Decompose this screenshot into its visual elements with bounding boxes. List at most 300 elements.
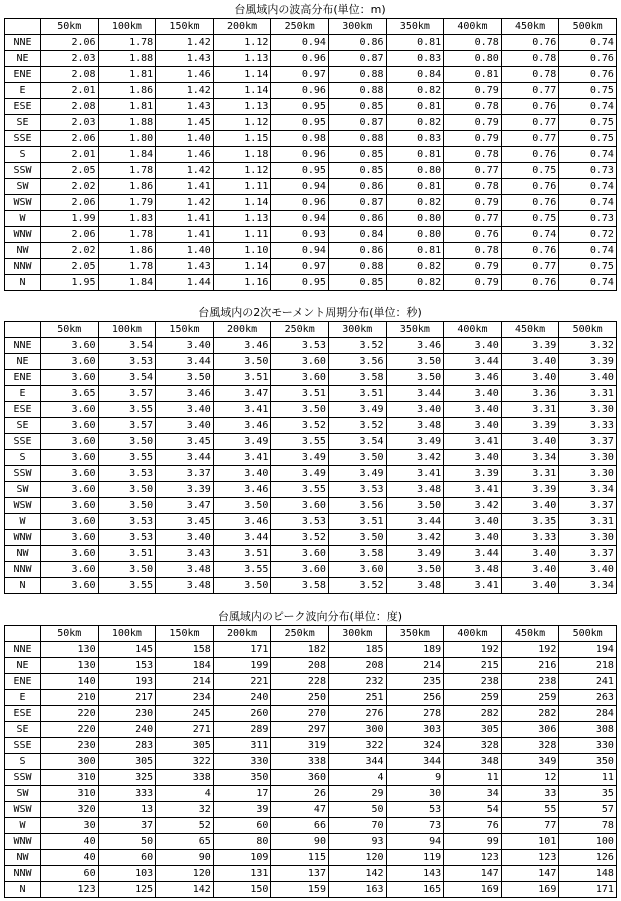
table-cell: 192 [444,642,502,658]
table-cell: 289 [213,722,271,738]
column-header: 150km [156,19,214,35]
table-cell: 3.60 [271,498,329,514]
table-cell: 308 [559,722,617,738]
table-cell: 344 [386,754,444,770]
table-cell: 3.39 [444,466,502,482]
table-cell: 4 [328,770,386,786]
table-cell: 0.74 [559,195,617,211]
direction-label: SSE [5,131,41,147]
table-cell: 2.06 [41,35,99,51]
table-cell: 3.40 [156,338,214,354]
table-cell: 0.87 [328,51,386,67]
table-cell: 3.40 [156,418,214,434]
table-cell: 182 [271,642,329,658]
table-row [5,722,617,738]
table-cell: 142 [328,866,386,882]
table-cell: 3.53 [98,514,156,530]
table-cell: 3.41 [386,466,444,482]
table-cell: 3.50 [386,562,444,578]
table-cell: 3.42 [386,450,444,466]
table-cell: 0.78 [444,35,502,51]
table-cell: 3.40 [444,530,502,546]
direction-label: W [5,818,41,834]
table-cell: 1.81 [98,99,156,115]
table-cell: 0.76 [501,179,559,195]
table-cell: 260 [213,706,271,722]
table-cell: 1.46 [156,67,214,83]
table-row [5,450,617,466]
table-cell: 40 [41,850,99,866]
table-cell: 0.93 [271,227,329,243]
table-row [5,370,617,386]
table-cell: 218 [559,658,617,674]
table-cell: 3.55 [98,450,156,466]
table-cell: 3.53 [328,482,386,498]
table-cell: 125 [98,882,156,898]
table-cell: 3.46 [386,338,444,354]
table-cell: 0.88 [328,131,386,147]
table-cell: 11 [444,770,502,786]
table-cell: 3.39 [501,482,559,498]
table-cell: 0.72 [559,227,617,243]
table-cell: 208 [328,658,386,674]
column-header: 400km [444,322,502,338]
table-cell: 3.44 [386,386,444,402]
table-cell: 2.01 [41,147,99,163]
table-cell: 169 [444,882,502,898]
corner-cell [5,322,41,338]
table-cell: 3.60 [41,546,99,562]
table-cell: 3.60 [41,514,99,530]
table-cell: 0.81 [386,99,444,115]
table-cell: 163 [328,882,386,898]
table-cell: 344 [328,754,386,770]
column-header: 350km [386,322,444,338]
table-cell: 3.50 [386,498,444,514]
table-cell: 0.76 [559,67,617,83]
table-cell: 126 [559,850,617,866]
column-header: 200km [213,19,271,35]
table-cell: 3.51 [213,546,271,562]
table-cell: 3.39 [156,482,214,498]
table-cell: 3.48 [386,482,444,498]
table-cell: 1.88 [98,51,156,67]
table-row [5,514,617,530]
table-row [5,243,617,259]
table-cell: 3.48 [444,562,502,578]
table-cell: 0.94 [271,211,329,227]
table-cell: 3.50 [98,434,156,450]
table-row [5,546,617,562]
table-cell: 0.79 [444,275,502,291]
table-cell: 3.41 [213,450,271,466]
table-cell: 3.40 [501,370,559,386]
table-cell: 3.60 [41,354,99,370]
table-cell: 159 [271,882,329,898]
wave-direction-table [4,625,617,898]
table-cell: 0.81 [386,147,444,163]
table-cell: 123 [501,850,559,866]
table-cell: 360 [271,770,329,786]
table-cell: 0.79 [444,259,502,275]
table-cell: 3.56 [328,354,386,370]
table-cell: 78 [559,818,617,834]
table-cell: 3.55 [271,434,329,450]
column-header: 50km [41,322,99,338]
column-header: 500km [559,626,617,642]
table-cell: 240 [98,722,156,738]
table-cell: 60 [98,850,156,866]
table-cell: 0.76 [501,195,559,211]
table-cell: 0.85 [328,147,386,163]
table-cell: 12 [501,770,559,786]
table-cell: 3.40 [213,466,271,482]
table-cell: 1.13 [213,51,271,67]
table-cell: 3.47 [213,386,271,402]
table-cell: 3.31 [501,466,559,482]
table-cell: 0.77 [444,163,502,179]
table-cell: 3.31 [501,402,559,418]
table-cell: 282 [444,706,502,722]
table-cell: 0.86 [328,243,386,259]
table-cell: 0.79 [444,115,502,131]
table-cell: 0.74 [501,227,559,243]
table-cell: 1.41 [156,211,214,227]
table-cell: 310 [41,770,99,786]
table-cell: 66 [271,818,329,834]
table-cell: 3.51 [271,386,329,402]
table-cell: 338 [156,770,214,786]
table-cell: 3.42 [386,530,444,546]
table-cell: 338 [271,754,329,770]
table-cell: 3.50 [328,530,386,546]
table-cell: 3.51 [98,546,156,562]
table-cell: 3.53 [271,514,329,530]
table-cell: 3.39 [559,354,617,370]
table-cell: 210 [41,690,99,706]
table-cell: 3.44 [386,514,444,530]
table-cell: 3.45 [156,434,214,450]
table-cell: 3.51 [328,386,386,402]
direction-label: WNW [5,530,41,546]
table-cell: 3.57 [98,386,156,402]
table-cell: 0.96 [271,195,329,211]
table-cell: 3.50 [213,578,271,594]
header-row [5,19,617,35]
direction-label: S [5,754,41,770]
table-cell: 3.39 [501,418,559,434]
table-cell: 0.83 [386,51,444,67]
table-cell: 103 [98,866,156,882]
table-cell: 1.12 [213,115,271,131]
table-cell: 0.96 [271,83,329,99]
table-cell: 3.42 [444,498,502,514]
table-cell: 0.77 [444,211,502,227]
table-cell: 55 [501,802,559,818]
direction-label: ENE [5,370,41,386]
column-header: 350km [386,19,444,35]
direction-label: SW [5,786,41,802]
table-cell: 3.40 [501,498,559,514]
table-cell: 3.65 [41,386,99,402]
table-row [5,690,617,706]
table-cell: 3.44 [156,450,214,466]
table-cell: 80 [213,834,271,850]
table-cell: 3.53 [271,338,329,354]
direction-label: NNW [5,259,41,275]
table-cell: 0.76 [559,51,617,67]
direction-label: NE [5,51,41,67]
table-cell: 0.79 [444,131,502,147]
table-cell: 0.76 [501,99,559,115]
table-cell: 3.53 [98,530,156,546]
table-cell: 3.43 [156,546,214,562]
table-cell: 3.54 [98,370,156,386]
table-cell: 348 [444,754,502,770]
table-cell: 2.05 [41,259,99,275]
table-cell: 284 [559,706,617,722]
table-cell: 1.14 [213,259,271,275]
table-cell: 256 [386,690,444,706]
table-cell: 324 [386,738,444,754]
table-cell: 0.78 [444,243,502,259]
table-cell: 3.41 [444,578,502,594]
table-cell: 3.31 [559,386,617,402]
table-cell: 0.94 [271,35,329,51]
table-cell: 33 [501,786,559,802]
table-cell: 3.60 [41,402,99,418]
table-row [5,754,617,770]
table-cell: 322 [156,754,214,770]
table-cell: 0.82 [386,83,444,99]
table-row [5,850,617,866]
table-cell: 101 [501,834,559,850]
table-cell: 47 [271,802,329,818]
table-cell: 3.60 [271,370,329,386]
table-cell: 3.49 [213,434,271,450]
direction-label: NNE [5,35,41,51]
table-cell: 3.60 [271,354,329,370]
table-row [5,642,617,658]
table-cell: 100 [559,834,617,850]
table-cell: 0.82 [386,259,444,275]
wave-period-title: 台風域内の2次モーメント周期分布(単位：秒) [198,306,422,319]
wave-direction-title: 台風域内のピーク波向分布(単位：度) [217,610,403,623]
table-cell: 3.52 [328,338,386,354]
table-row [5,99,617,115]
table-cell: 50 [328,802,386,818]
table-cell: 3.54 [328,434,386,450]
table-cell: 3.48 [156,562,214,578]
table-cell: 54 [444,802,502,818]
table-cell: 3.58 [271,578,329,594]
table-cell: 145 [98,642,156,658]
table-cell: 0.86 [328,179,386,195]
table-cell: 0.78 [444,179,502,195]
table-row [5,259,617,275]
table-cell: 241 [559,674,617,690]
table-cell: 3.52 [271,418,329,434]
table-cell: 1.83 [98,211,156,227]
table-cell: 3.47 [156,498,214,514]
table-row [5,562,617,578]
table-cell: 120 [328,850,386,866]
table-row [5,882,617,898]
direction-label: WSW [5,498,41,514]
table-cell: 3.52 [328,578,386,594]
table-cell: 0.75 [501,163,559,179]
table-cell: 0.74 [559,179,617,195]
table-cell: 3.44 [444,546,502,562]
wave-height-table [4,18,617,291]
table-cell: 3.34 [501,450,559,466]
table-cell: 0.76 [501,275,559,291]
direction-label: ENE [5,674,41,690]
table-cell: 1.78 [98,163,156,179]
direction-label: NW [5,243,41,259]
table-cell: 297 [271,722,329,738]
table-cell: 0.96 [271,51,329,67]
direction-label: W [5,514,41,530]
table-cell: 215 [444,658,502,674]
table-cell: 53 [386,802,444,818]
table-cell: 0.74 [559,275,617,291]
table-cell: 3.57 [98,418,156,434]
table-cell: 1.95 [41,275,99,291]
table-cell: 1.99 [41,211,99,227]
table-cell: 0.74 [559,35,617,51]
direction-label: SE [5,722,41,738]
table-cell: 130 [41,658,99,674]
table-cell: 1.18 [213,147,271,163]
table-cell: 3.56 [328,498,386,514]
table-cell: 189 [386,642,444,658]
table-cell: 11 [559,770,617,786]
header-row [5,626,617,642]
table-cell: 3.33 [559,418,617,434]
table-cell: 130 [41,642,99,658]
table-cell: 0.74 [559,243,617,259]
direction-label: E [5,386,41,402]
column-header: 250km [271,322,329,338]
table-row [5,338,617,354]
table-cell: 93 [328,834,386,850]
table-cell: 0.78 [444,147,502,163]
table-cell: 328 [444,738,502,754]
table-cell: 60 [213,818,271,834]
table-cell: 232 [328,674,386,690]
table-cell: 90 [271,834,329,850]
table-cell: 0.98 [271,131,329,147]
table-cell: 3.49 [328,466,386,482]
table-cell: 214 [386,658,444,674]
column-header: 300km [328,626,386,642]
table-cell: 2.06 [41,131,99,147]
table-cell: 30 [41,818,99,834]
table-cell: 0.76 [501,147,559,163]
table-cell: 171 [213,642,271,658]
direction-label: SSE [5,434,41,450]
table-cell: 0.88 [328,259,386,275]
direction-label: SSW [5,466,41,482]
table-cell: 3.41 [444,434,502,450]
table-cell: 319 [271,738,329,754]
table-cell: 1.42 [156,35,214,51]
table-row [5,179,617,195]
table-cell: 0.95 [271,275,329,291]
table-cell: 0.88 [328,67,386,83]
table-cell: 1.42 [156,83,214,99]
table-cell: 77 [501,818,559,834]
table-cell: 0.77 [501,259,559,275]
direction-label: NE [5,354,41,370]
table-cell: 3.60 [41,578,99,594]
column-header: 100km [98,626,156,642]
column-header: 400km [444,19,502,35]
direction-label: SE [5,418,41,434]
table-row [5,658,617,674]
table-cell: 1.84 [98,147,156,163]
table-cell: 0.85 [328,163,386,179]
table-cell: 217 [98,690,156,706]
direction-label: N [5,275,41,291]
column-header: 500km [559,322,617,338]
table-cell: 3.44 [444,354,502,370]
direction-label: ESE [5,402,41,418]
table-cell: 0.79 [444,83,502,99]
table-cell: 270 [271,706,329,722]
table-cell: 240 [213,690,271,706]
table-cell: 1.43 [156,259,214,275]
table-cell: 3.49 [386,434,444,450]
table-cell: 1.15 [213,131,271,147]
direction-label: ESE [5,706,41,722]
table-cell: 1.11 [213,179,271,195]
column-header: 300km [328,19,386,35]
table-cell: 3.50 [271,402,329,418]
table-cell: 0.87 [328,195,386,211]
table-cell: 283 [98,738,156,754]
table-cell: 192 [501,642,559,658]
table-cell: 3.50 [386,354,444,370]
table-cell: 123 [41,882,99,898]
column-header: 50km [41,626,99,642]
table-cell: 193 [98,674,156,690]
table-cell: 3.60 [41,370,99,386]
table-cell: 3.39 [501,338,559,354]
table-cell: 0.81 [386,35,444,51]
table-cell: 1.13 [213,211,271,227]
table-cell: 1.14 [213,83,271,99]
table-cell: 3.52 [328,418,386,434]
table-row [5,738,617,754]
table-cell: 115 [271,850,329,866]
table-cell: 142 [156,882,214,898]
table-cell: 3.45 [156,514,214,530]
table-cell: 1.45 [156,115,214,131]
table-cell: 3.32 [559,338,617,354]
table-row [5,770,617,786]
table-cell: 3.37 [156,466,214,482]
table-cell: 9 [386,770,444,786]
table-cell: 1.41 [156,179,214,195]
direction-label: NW [5,546,41,562]
table-cell: 1.86 [98,243,156,259]
direction-label: WNW [5,227,41,243]
table-row [5,434,617,450]
table-cell: 184 [156,658,214,674]
table-cell: 3.60 [41,498,99,514]
